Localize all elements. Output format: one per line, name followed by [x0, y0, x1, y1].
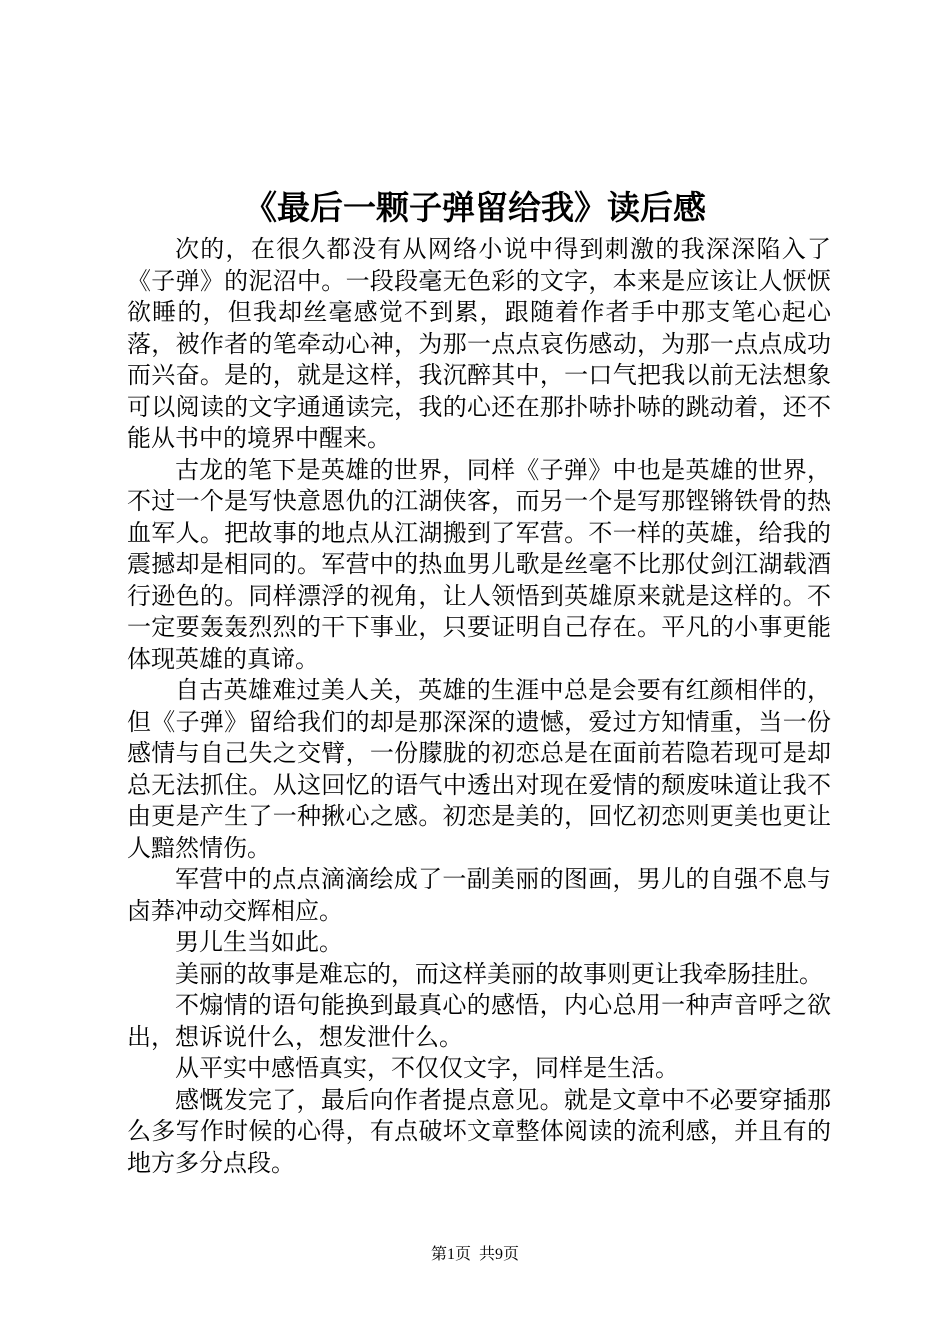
paragraph-8: 从平实中感悟真实，不仅仅文字，同样是生活。	[175, 1054, 679, 1082]
paragraph-4: 军营中的点点滴滴绘成了一副美丽的图画，男儿的自强不息与卤莽冲动交辉相应。	[127, 865, 831, 925]
paragraph-1: 次的，在很久都没有从网络小说中得到刺激的我深深陷入了《子弹》的泥沼中。一段段毫无色彩的文字，本来是应该让人恹恹欲睡的，但我却丝毫感觉不到累，跟随着作者手中那支笔心起心落，被作者的笔牵动心神，为那一点点哀伤感动，为那一点点成功而兴奋。是的，就是这样，我沉醉其中，一口气把我以前无法想象可以阅读的文字通通读完，我的心还在那扑哧扑哧的跳动着，还不能从书中的境界中醒来。	[127, 235, 831, 452]
paragraph-3: 自古英雄难过美人关，英雄的生涯中总是会要有红颜相伴的，但《子弹》留给我们的却是那深深的遗憾，爱过方知情重，当一份感情与自己失之交臂，一份朦胧的初恋总是在面前若隐若现可是却总无法抓住。从这回忆的语气中透出对现在爱情的颓废味道让我不由更是产生了一种揪心之感。初恋是美的，回忆初恋则更美也更让人黯然情伤。	[127, 676, 831, 862]
paragraph-6: 美丽的故事是难忘的，而这样美丽的故事则更让我牵肠挂肚。	[175, 959, 823, 988]
paragraph-7: 不煽情的语句能换到最真心的感悟，内心总用一种声音呼之欲出，想诉说什么，想发泄什么。	[127, 991, 831, 1051]
paragraph-9: 感慨发完了，最后向作者提点意见。就是文章中不必要穿插那么多写作时候的心得，有点破坏文章整体阅读的流利感，并且有的地方多分点段。	[127, 1085, 831, 1177]
footer-spacer	[471, 1246, 479, 1263]
paragraph-2: 古龙的笔下是英雄的世界，同样《子弹》中也是英雄的世界，不过一个是写快意恩仇的江湖侠客，而另一个是写那铿锵铁骨的热血军人。把故事的地点从江湖搬到了军营。不一样的英雄，给我的震撼却是相同的。军营中的热血男儿歌是丝毫不比那仗剑江湖载酒行逊色的。同样漂浮的视角，让人领悟到英雄原来就是这样的。不一定要轰轰烈烈的干下事业，只要证明自己存在。平凡的小事更能体现英雄的真谛。	[127, 455, 831, 673]
page-total: 共9页	[479, 1246, 520, 1263]
paragraph-5: 男儿生当如此。	[175, 928, 343, 956]
document-title: 《最后一颗子弹留给我》读后感	[244, 188, 706, 227]
page-number: 第1页	[430, 1246, 471, 1263]
page-footer	[0, 1245, 950, 1265]
document-body	[127, 234, 831, 1179]
